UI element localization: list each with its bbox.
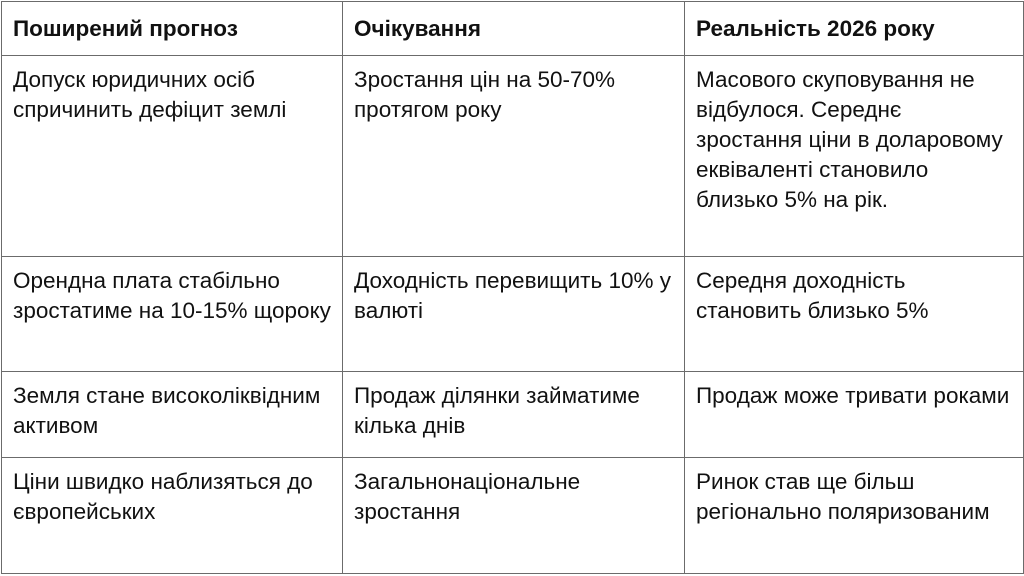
table-cell-forecast [2, 458, 343, 574]
cell-text: Земля стане високоліквідним активом [13, 383, 321, 438]
cell-text: Продаж може тривати роками [696, 383, 1010, 408]
cell-text: Продаж ділянки займатиме кілька днів [354, 383, 640, 438]
cell-text: Ринок став ще більш регіонально поляризованим [696, 469, 990, 524]
cell-text: Загальнонаціональне зростання [354, 469, 581, 524]
column-header-expectation: Очікування [343, 2, 685, 56]
table-cell-reality [685, 458, 1024, 574]
table-cell-expectation [343, 372, 685, 458]
table-cell-expectation [343, 257, 685, 372]
table-cell-forecast [2, 56, 343, 257]
table-row [2, 257, 1024, 372]
table-cell-reality [685, 257, 1024, 372]
cell-text: Середня доходність становить близько 5% [696, 268, 929, 323]
table-cell-forecast [2, 372, 343, 458]
table-header-row [2, 2, 1024, 56]
column-header-reality-2026: Реальність 2026 року [685, 2, 1024, 56]
table-row [2, 56, 1024, 257]
table-cell-expectation [343, 56, 685, 257]
cell-text: Зростання цін на 50-70% протягом року [354, 67, 616, 122]
column-header-common-forecast: Поширений прогноз [2, 2, 343, 56]
table-cell-reality [685, 372, 1024, 458]
table-cell-expectation [343, 458, 685, 574]
cell-text: Орендна плата стабільно зростатиме на 10-15% щороку [13, 268, 331, 323]
cell-text: Допуск юридичних осіб спричинить дефіцит землі [13, 67, 287, 122]
cell-text: Ціни швидко наблизяться до європейських [13, 469, 313, 524]
table-row [2, 458, 1024, 574]
forecast-comparison-table [1, 1, 1024, 574]
cell-text: Масового скуповування не відбулося. Середнє зростання ціни в доларовому еквіваленті становило близько 5% на рік. [696, 67, 1003, 212]
cell-text: Доходність перевищить 10% у валюті [354, 268, 671, 323]
table-row [2, 372, 1024, 458]
table-cell-reality [685, 56, 1024, 257]
table-cell-forecast [2, 257, 343, 372]
